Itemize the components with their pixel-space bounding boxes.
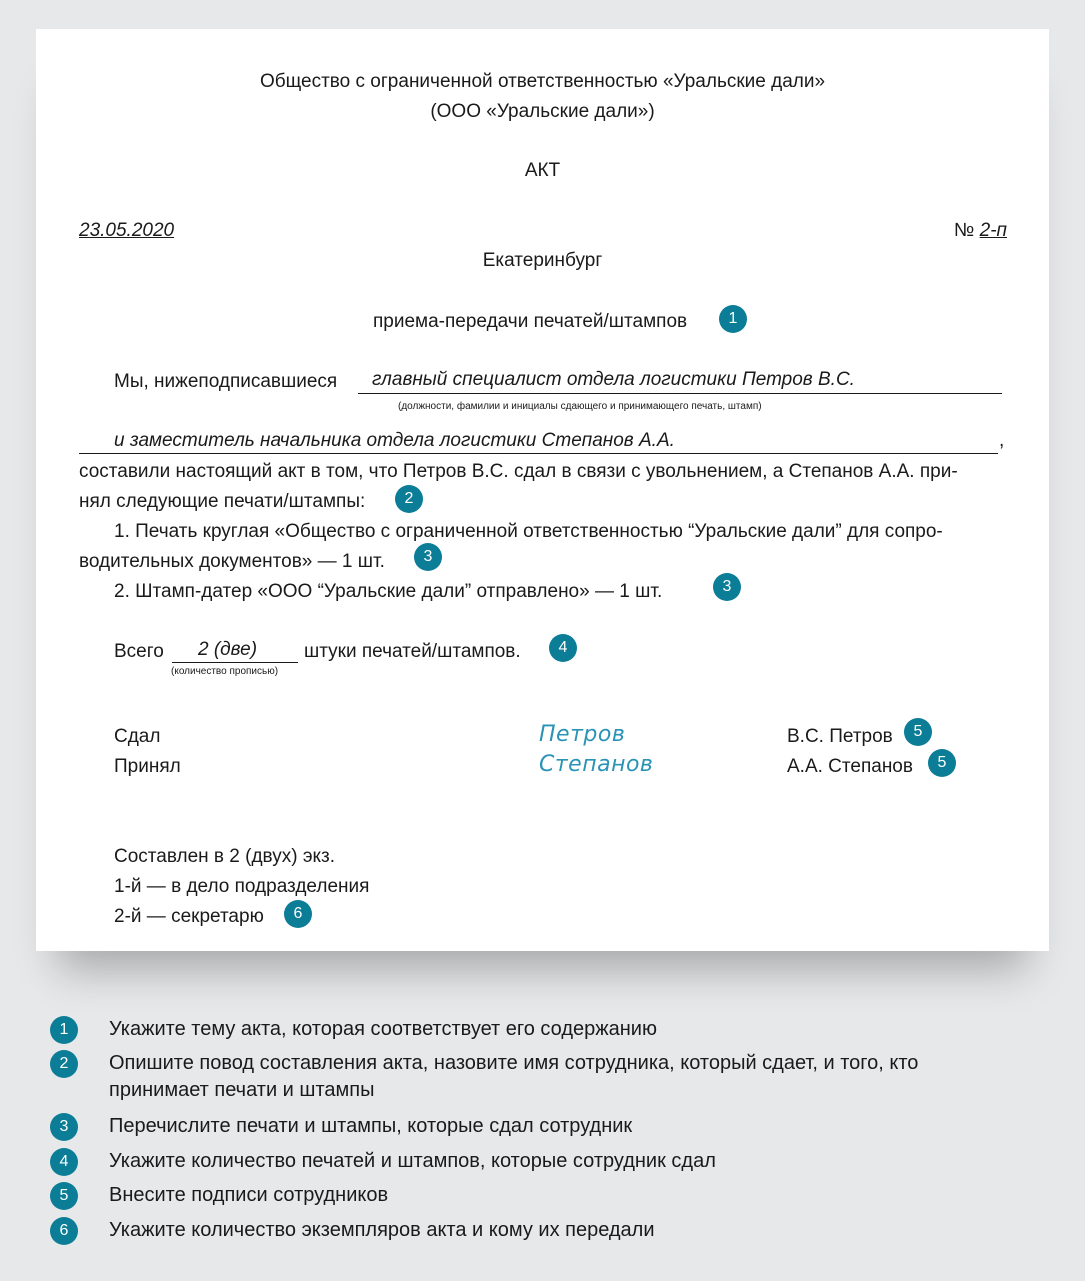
callout-badge-4: 4 <box>549 634 577 662</box>
total-value: 2 (две) <box>198 639 258 660</box>
handed-name: В.С. Петров <box>787 726 893 747</box>
number-prefix: № <box>953 220 975 241</box>
item-2: 2. Штамп-датер «ООО “Уральские дали” отправлено» — 1 шт. <box>114 581 663 602</box>
legend-text-3: Перечислите печати и штампы, которые сдал сотрудник <box>109 1115 633 1137</box>
person-2-comma: , <box>999 430 1005 451</box>
doc-subject: приема-передачи печатей/штампов <box>373 311 688 332</box>
callout-badge-2: 2 <box>395 485 423 513</box>
callout-badge-5b: 5 <box>928 749 956 777</box>
legend-text-5: Внесите подписи сотрудников <box>109 1184 389 1206</box>
person-2-underline <box>79 453 998 454</box>
persons-hint: (должности, фамилии и инициалы сдающего и принимающего печать, штамп) <box>398 401 762 412</box>
person-2-value: и заместитель начальника отдела логистики Степанов А.А. <box>114 430 675 451</box>
legend-text-2: Опишите повод составления акта, назовите имя сотрудника, который сдает, и того, кто <box>109 1052 919 1074</box>
callout-badge-5a: 5 <box>904 718 932 746</box>
org-full-name: Общество с ограниченной ответственностью «Уральские дали» <box>259 71 826 92</box>
callout-badge-3a: 3 <box>414 543 442 571</box>
doc-type: АКТ <box>524 160 561 181</box>
org-short-name: (ООО «Уральские дали») <box>430 101 655 122</box>
callout-badge-1: 1 <box>719 305 747 333</box>
received-name: А.А. Степанов <box>787 756 913 777</box>
legend-text-1: Укажите тему акта, которая соответствует его содержанию <box>109 1018 657 1040</box>
number-value: 2-п <box>979 220 1007 241</box>
total-hint: (количество прописью) <box>171 666 279 677</box>
callout-badge-3b: 3 <box>713 573 741 601</box>
legend-badge-2: 2 <box>50 1050 78 1078</box>
doc-city: Екатеринбург <box>482 250 603 271</box>
total-label: Всего <box>114 641 164 662</box>
total-underline <box>172 662 298 663</box>
statement-line-2: нял следующие печати/штампы: <box>79 491 366 512</box>
item-1-line-2: водительных документов» — 1 шт. <box>79 551 385 572</box>
person-1-underline <box>358 393 1002 394</box>
person-1-value: главный специалист отдела логистики Петров В.С. <box>372 369 855 390</box>
handed-label: Сдал <box>114 726 161 747</box>
legend-badge-5: 5 <box>50 1182 78 1210</box>
legend-badge-4: 4 <box>50 1148 78 1176</box>
copies-line-1: Составлен в 2 (двух) экз. <box>114 846 336 867</box>
legend-badge-3: 3 <box>50 1113 78 1141</box>
callout-badge-6: 6 <box>284 900 312 928</box>
received-label: Принял <box>114 756 181 777</box>
doc-date: 23.05.2020 <box>79 220 175 241</box>
copies-line-3: 2-й — секретарю <box>114 906 264 927</box>
intro-label: Мы, нижеподписавшиеся <box>114 371 338 392</box>
legend-badge-1: 1 <box>50 1016 78 1044</box>
total-suffix: штуки печатей/штампов. <box>304 641 521 662</box>
legend-text-2-cont: принимает печати и штампы <box>109 1079 375 1101</box>
statement-line-1: составили настоящий акт в том, что Петров В.С. сдал в связи с увольнением, а Степанов А.А. при- <box>79 461 958 482</box>
received-signature: Степанов <box>539 752 654 777</box>
copies-line-2: 1-й — в дело подразделения <box>114 876 370 897</box>
item-1-line-1: 1. Печать круглая «Общество с ограниченной ответственностью “Уральские дали” для сопро- <box>114 521 943 542</box>
document-sheet <box>36 29 1049 951</box>
legend-text-6: Укажите количество экземпляров акта и кому их передали <box>109 1219 655 1241</box>
legend-text-4: Укажите количество печатей и штампов, которые сотрудник сдал <box>109 1150 716 1172</box>
handed-signature: Петров <box>539 722 626 747</box>
doc-number <box>954 219 1007 243</box>
legend-badge-6: 6 <box>50 1217 78 1245</box>
